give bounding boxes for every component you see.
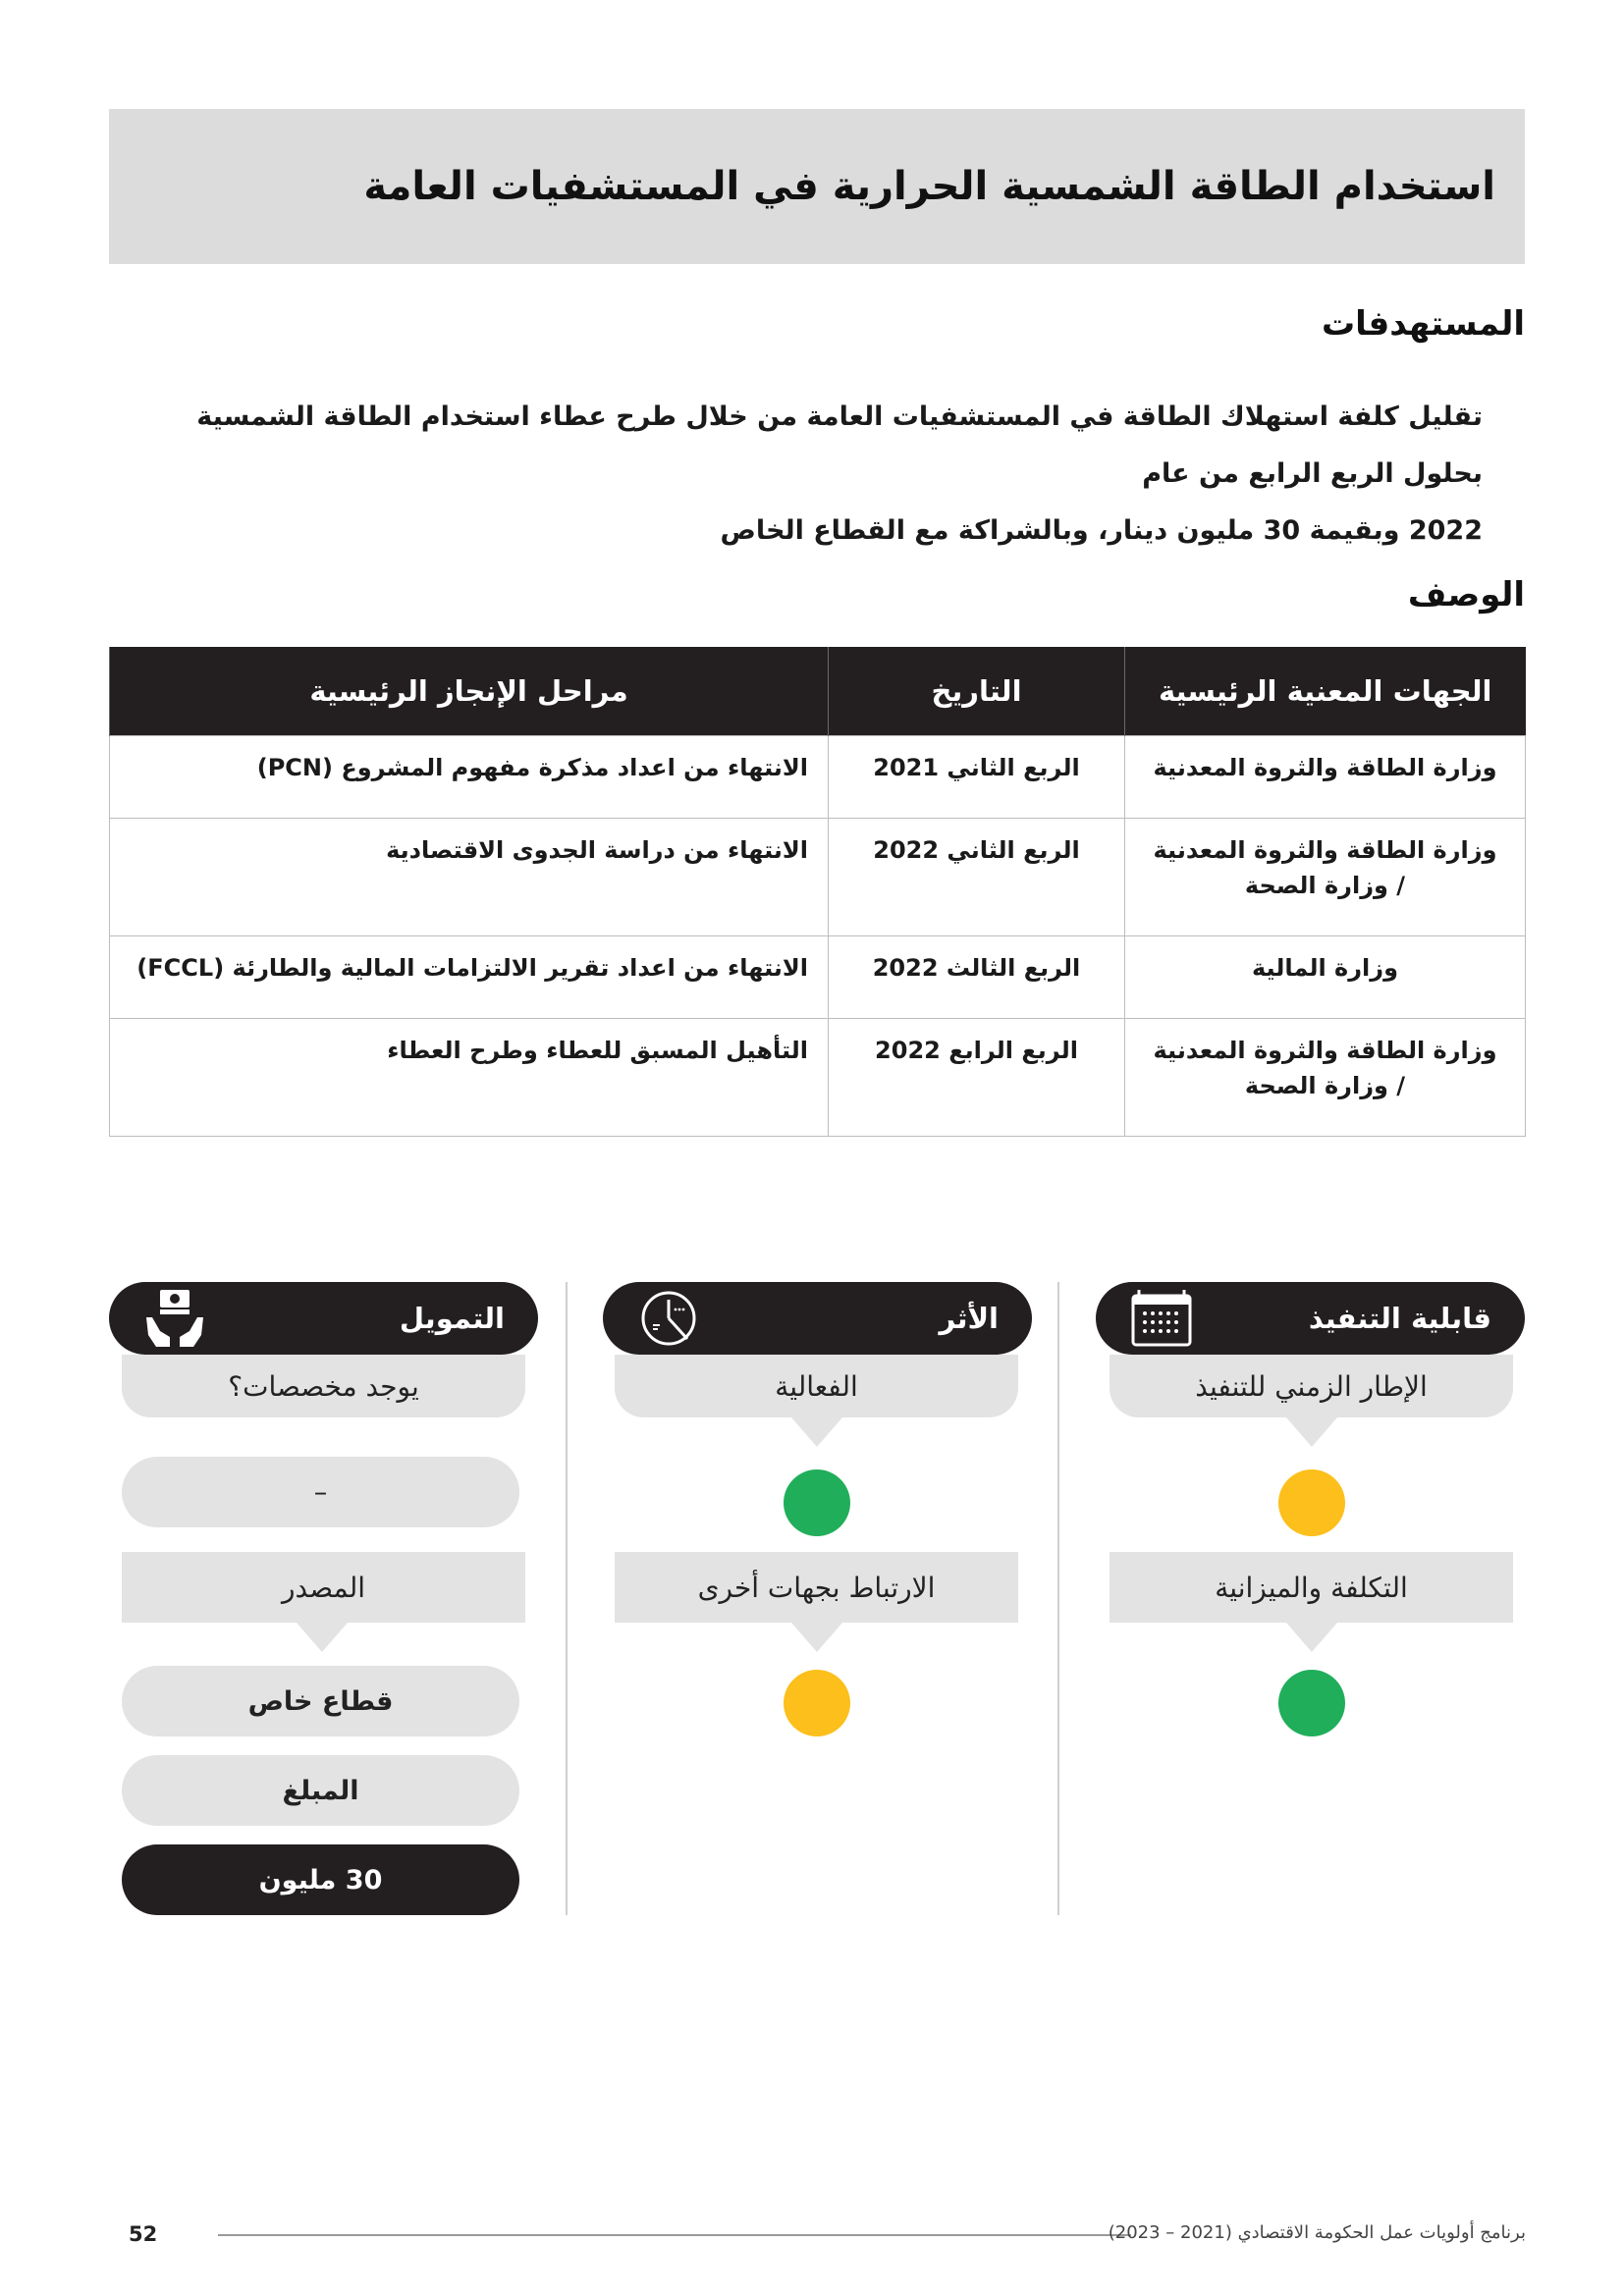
- row-date: الربع الثاني 2022: [829, 818, 1125, 935]
- page-title: استخدام الطاقة الشمسية الحرارية في المستشفيات العامة: [363, 164, 1495, 209]
- description-heading: الوصف: [1407, 575, 1525, 614]
- linkage-label: الارتباط بجهات أخرى: [615, 1552, 1018, 1623]
- objectives-line-2: 2022 وبقيمة 30 مليون دينار، وبالشراكة مع القطاع الخاص: [720, 515, 1483, 546]
- footer-rule: [218, 2234, 1131, 2236]
- table-row: [110, 935, 1526, 1018]
- table-row: [110, 735, 1526, 818]
- feasibility-label: قابلية التنفيذ: [1308, 1302, 1491, 1335]
- row-entities: وزارة الطاقة والثروة المعدنية / وزارة الصحة: [1125, 1018, 1526, 1136]
- description-table: [109, 647, 1526, 1137]
- row-entities: وزارة المالية: [1125, 935, 1526, 1018]
- header-milestones: مراحل الإنجاز الرئيسية: [110, 647, 829, 735]
- page-number: 52: [129, 2222, 158, 2246]
- title-band: [109, 109, 1525, 264]
- timeframe-status-dot: [1278, 1469, 1345, 1536]
- cost-label: التكلفة والميزانية: [1110, 1552, 1513, 1623]
- arrow-down: [791, 1623, 842, 1652]
- clock-icon: [636, 1286, 701, 1351]
- row-milestone: الانتهاء من دراسة الجدوى الاقتصادية: [110, 818, 829, 935]
- effectiveness-status-dot: [784, 1469, 850, 1536]
- row-entities: وزارة الطاقة والثروة المعدنية / وزارة الصحة: [1125, 818, 1526, 935]
- row-milestone: التأهيل المسبق للعطاء وطرح العطاء: [110, 1018, 829, 1136]
- funding-label: التمويل: [399, 1302, 505, 1335]
- feasibility-header: [1096, 1282, 1525, 1355]
- row-entities: وزارة الطاقة والثروة المعدنية: [1125, 735, 1526, 818]
- table-row: [110, 818, 1526, 935]
- objectives-heading: المستهدفات: [1322, 304, 1525, 344]
- impact-label: الأثر: [939, 1302, 999, 1335]
- money-hands-icon: [142, 1286, 207, 1351]
- row-date: الربع الرابع 2022: [829, 1018, 1125, 1136]
- arrow-down: [1286, 1417, 1337, 1447]
- table-header-row: [110, 647, 1526, 735]
- amount-label: المبلغ: [122, 1755, 519, 1826]
- allocations-value: –: [122, 1457, 519, 1527]
- source-label: المصدر: [122, 1552, 525, 1623]
- header-entities: الجهات المعنية الرئيسية: [1125, 647, 1526, 735]
- column-divider: [566, 1282, 568, 1915]
- cost-status-dot: [1278, 1670, 1345, 1736]
- objectives-text: [109, 389, 1483, 560]
- funding-header: [109, 1282, 538, 1355]
- footer-program: برنامج أولويات عمل الحكومة الاقتصادي (2021 – 2023): [1108, 2222, 1526, 2243]
- row-milestone: الانتهاء من اعداد مذكرة مفهوم المشروع (PCN): [110, 735, 829, 818]
- impact-header: [603, 1282, 1032, 1355]
- allocations-label: يوجد مخصصات؟: [122, 1355, 525, 1417]
- objectives-line-1: تقليل كلفة استهلاك الطاقة في المستشفيات العامة من خلال طرح عطاء استخدام الطاقة الشمسية بحلول الربع الرابع من عام: [196, 401, 1483, 489]
- linkage-status-dot: [784, 1670, 850, 1736]
- source-value: قطاع خاص: [122, 1666, 519, 1736]
- row-date: الربع الثاني 2021: [829, 735, 1125, 818]
- effectiveness-label: الفعالية: [615, 1355, 1018, 1417]
- amount-value: 30 مليون: [122, 1844, 519, 1915]
- table-row: [110, 1018, 1526, 1136]
- arrow-down: [297, 1623, 348, 1652]
- arrow-down: [791, 1417, 842, 1447]
- column-divider: [1057, 1282, 1059, 1915]
- calendar-icon: [1129, 1286, 1194, 1351]
- header-date: التاريخ: [829, 647, 1125, 735]
- timeframe-label: الإطار الزمني للتنفيذ: [1110, 1355, 1513, 1417]
- arrow-down: [1286, 1623, 1337, 1652]
- row-date: الربع الثالث 2022: [829, 935, 1125, 1018]
- row-milestone: الانتهاء من اعداد تقرير الالتزامات المالية والطارئة (FCCL): [110, 935, 829, 1018]
